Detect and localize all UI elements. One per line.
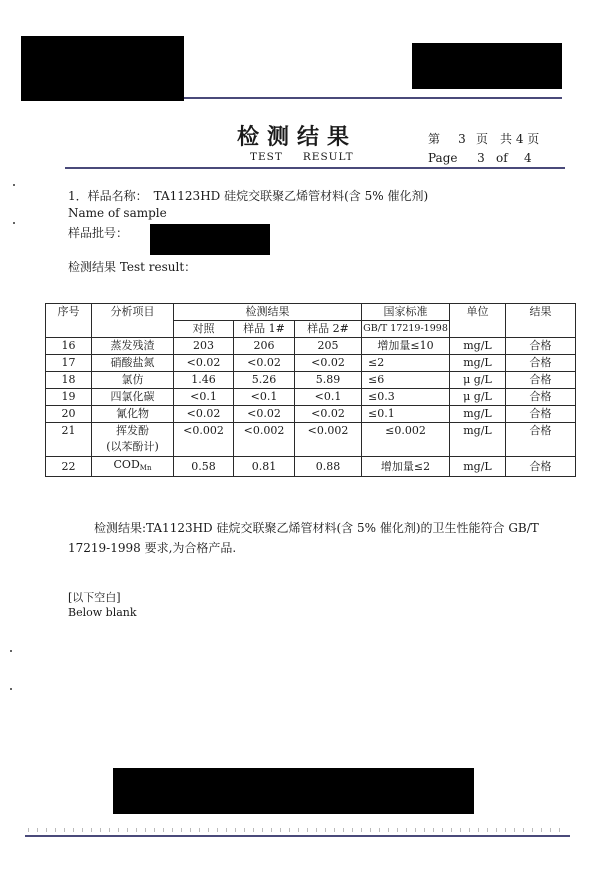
sample-name-line: 1．样品名称： TA1123HD 硅烷交联聚乙烯管材料(含 5% 催化剂) bbox=[68, 189, 429, 203]
redacted-batch-number bbox=[150, 224, 270, 255]
scan-dot bbox=[13, 184, 15, 186]
page-number-en: Page 3 of 4 bbox=[428, 151, 532, 165]
footer-ticks bbox=[28, 828, 568, 832]
page-title-en: TEST RESULT bbox=[250, 151, 354, 163]
header-control: 对照 bbox=[174, 321, 234, 338]
table-header-row bbox=[46, 304, 576, 321]
table-row: 21 挥发酚 (以苯酚计) <0.002 <0.002 <0.002 ≤0.002 mg/L 合格 bbox=[46, 423, 576, 457]
test-result-label: 检测结果 Test result： bbox=[68, 260, 197, 274]
header-sample1: 样品 1# bbox=[234, 321, 295, 338]
header-verdict: 结果 bbox=[506, 304, 576, 338]
sample-name-en: Name of sample bbox=[68, 206, 167, 220]
table-row: 16 蒸发残渣 203 206 205 增加量≤10 mg/L 合格 bbox=[46, 338, 576, 355]
header-rule bbox=[184, 97, 562, 99]
redacted-logo bbox=[21, 36, 184, 101]
header-no: 序号 bbox=[46, 304, 92, 338]
header-standard: 国家标准 bbox=[362, 304, 450, 321]
sample-name-value: TA1123HD 硅烷交联聚乙烯管材料(含 5% 催化剂) bbox=[153, 189, 429, 203]
scan-dot bbox=[10, 650, 12, 652]
conclusion-text: 检测结果:TA1123HD 硅烷交联聚乙烯管材料(含 5% 催化剂)的卫生性能符合 GB/T 17219-1998 要求,为合格产品. bbox=[68, 521, 539, 555]
below-blank-en: Below blank bbox=[68, 606, 137, 619]
title-rule bbox=[65, 167, 565, 169]
table-row: 17 硝酸盐氮 <0.02 <0.02 <0.02 ≤2 mg/L 合格 bbox=[46, 355, 576, 372]
page-title-cn: 检测结果 bbox=[237, 124, 358, 150]
below-blank-cn: [以下空白] bbox=[68, 591, 121, 604]
scan-dot bbox=[10, 688, 12, 690]
page-number-cn: 第 3 页 共 4 页 bbox=[428, 132, 540, 146]
header-item: 分析项目 bbox=[92, 304, 174, 338]
header-unit: 单位 bbox=[450, 304, 506, 338]
table-row: 18 氯仿 1.46 5.26 5.89 ≤6 μ g/L 合格 bbox=[46, 372, 576, 389]
table-row: 22 $COD_{Mn}$ 0.58 0.81 0.88 增加量≤2 mg/L 合格 bbox=[46, 457, 576, 477]
scan-dot bbox=[13, 222, 15, 224]
header-standard-code: GB/T 17219-1998 bbox=[362, 321, 450, 338]
table-row: 20 氰化物 <0.02 <0.02 <0.02 ≤0.1 mg/L 合格 bbox=[46, 406, 576, 423]
table-row: 19 四氯化碳 <0.1 <0.1 <0.1 ≤0.3 μ g/L 合格 bbox=[46, 389, 576, 406]
results-table bbox=[45, 303, 576, 477]
batch-label: 样品批号： bbox=[68, 226, 129, 240]
footer-rule bbox=[25, 835, 570, 837]
redacted-header-right bbox=[412, 43, 562, 89]
header-sample2: 样品 2# bbox=[295, 321, 362, 338]
redacted-footer bbox=[113, 768, 474, 814]
header-result: 检测结果 bbox=[174, 304, 362, 321]
